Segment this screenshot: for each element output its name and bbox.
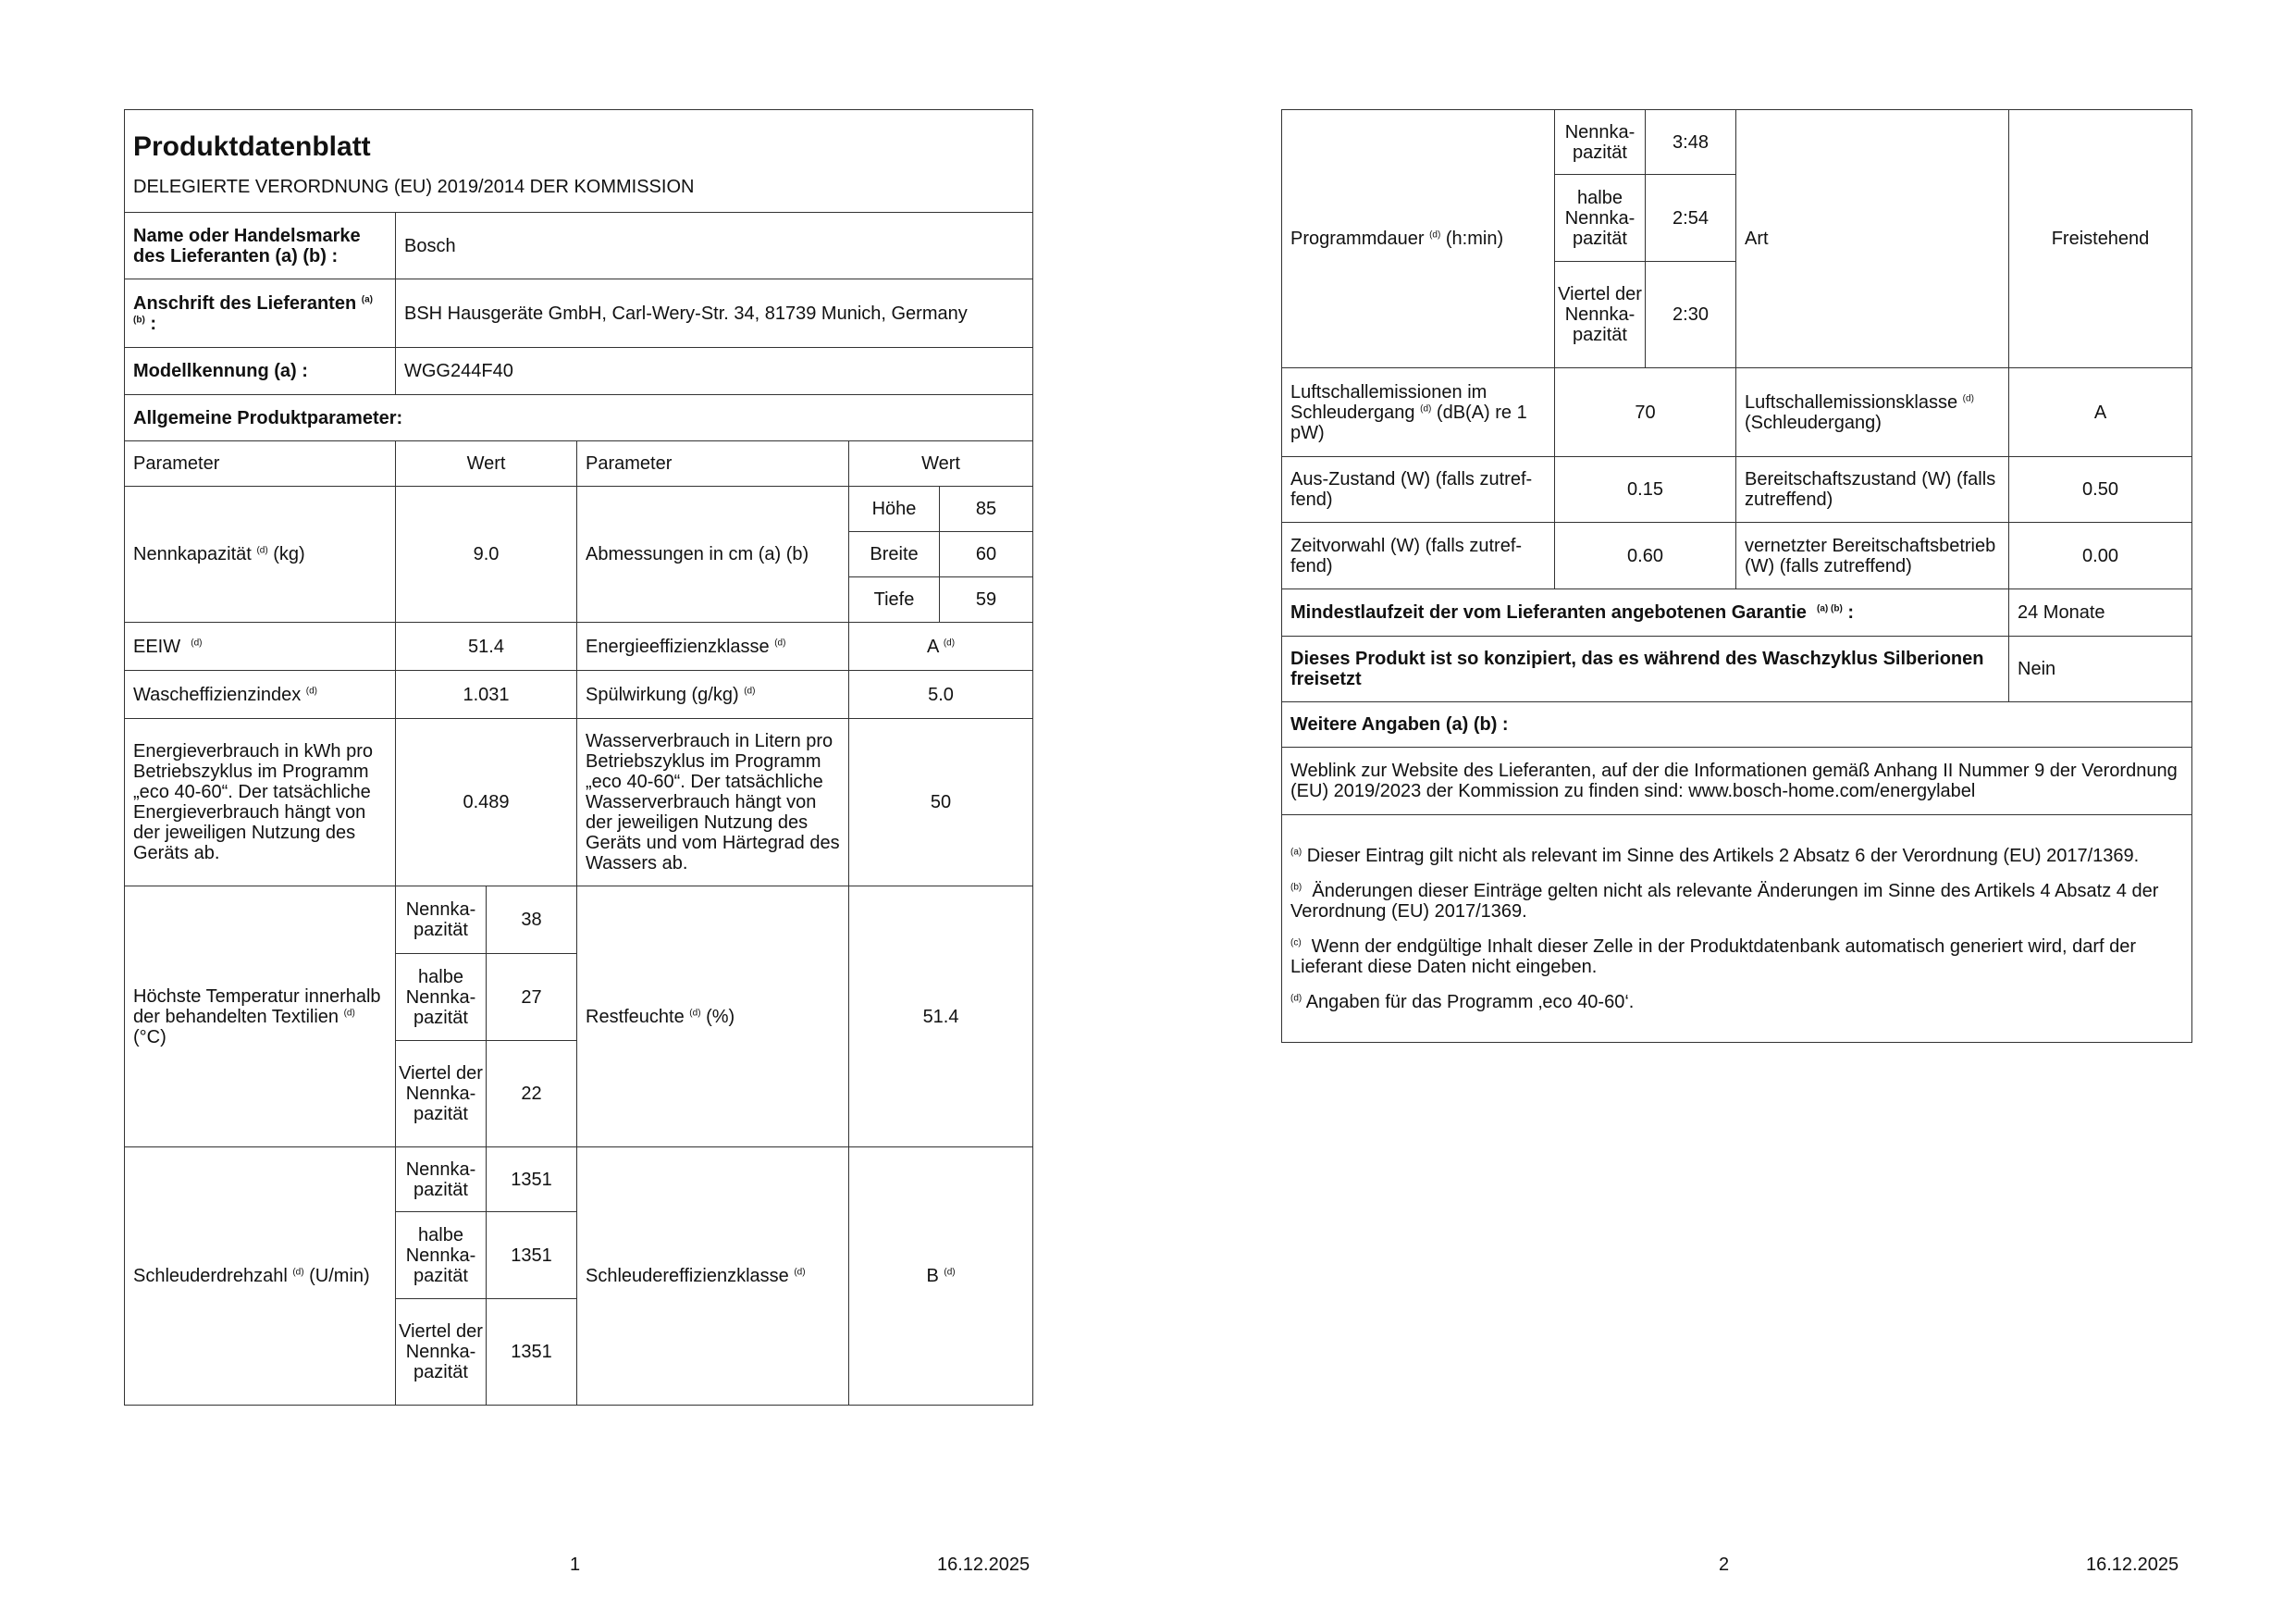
noise-class-value: A: [2009, 368, 2192, 457]
warranty-value: 24 Monate: [2009, 589, 2192, 637]
load-half-label: halbe Nennka-pazität: [396, 1212, 487, 1299]
load-full-label: Nennka-pazität: [1555, 110, 1646, 175]
eeiw-label: EEIW $^{(d)}$: [125, 623, 396, 671]
load-quarter-label: Viertel der Nennka-pazität: [1555, 262, 1646, 368]
spin-class-label: Schleudereffizienzklasse $^{(d)}$: [577, 1147, 849, 1406]
load-full-label: Nennka-pazität: [396, 886, 487, 954]
spin-quarter-value: 1351: [487, 1299, 577, 1406]
column-header-parameter: Parameter: [577, 441, 849, 487]
further-info-heading: Weitere Angaben (a) (b) :: [1282, 702, 2192, 748]
energy-consumption-value: 0.489: [396, 719, 577, 886]
duration-half-value: 2:54: [1646, 175, 1736, 262]
product-data-table-page-2: [1281, 109, 2192, 1043]
delay-start-label: Zeitvorwahl (W) (falls zutref-fend): [1282, 523, 1555, 589]
water-consumption-label: Wasserverbrauch in Litern pro Betriebszyklus im Programm „eco 40-60“. Der tatsächliche Wasserverbrauch hängt von der jeweiligen Nutzung des Geräts und vom Härtegrad des Wassers ab.: [577, 719, 849, 886]
footnote-b: $^{(b)}$ Änderungen dieser Einträge gelten nicht als relevante Änderungen im Sinne des Artikels 4 Absatz 4 der Verordnung (EU) 2017/1369.: [1290, 880, 2159, 922]
capacity-value: 9.0: [396, 487, 577, 623]
rinse-label: Spülwirkung (g/kg) $^{(d)}$: [577, 671, 849, 719]
header-cell: [125, 110, 1033, 213]
silver-ions-value: Nein: [2009, 637, 2192, 702]
load-half-label: halbe Nennka-pazität: [1555, 175, 1646, 262]
moisture-label: Restfeuchte $^{(d)}$ (%): [577, 886, 849, 1147]
width-value: 60: [940, 532, 1033, 577]
silver-ions-label: Dieses Produkt ist so konzipiert, das es während des Waschzyklus Silberionen freisetzt: [1282, 637, 2009, 702]
temperature-half-value: 27: [487, 954, 577, 1041]
standby-label: Bereitschaftszustand (W) (falls zutreffend): [1736, 457, 2009, 523]
dimensions-label: Abmessungen in cm (a) (b): [577, 487, 849, 623]
energy-class-label: Energieeffizienzklasse $^{(d)}$: [577, 623, 849, 671]
duration-full-value: 3:48: [1646, 110, 1736, 175]
capacity-label: Nennkapazität $^{(d)}$ (kg): [125, 487, 396, 623]
address-value: BSH Hausgeräte GmbH, Carl-Wery-Str. 34, 81739 Munich, Germany: [396, 279, 1033, 348]
warranty-label: Mindestlaufzeit der vom Lieferanten angebotenen Garantie $^{(a) (b)}$ :: [1282, 589, 2009, 637]
water-consumption-value: 50: [849, 719, 1033, 886]
spin-half-value: 1351: [487, 1212, 577, 1299]
weblink-text: Weblink zur Website des Lieferanten, auf der die Informationen gemäß Anhang II Nummer 9 der Verordnung (EU) 2019/2023 der Kommission zu finden sind: www.bosch-home.com/energylabel: [1282, 748, 2192, 815]
column-header-parameter: Parameter: [125, 441, 396, 487]
page-date: 16.12.2025: [937, 1555, 1031, 1575]
footnote-d: $^{(d)}$ Angaben für das Programm ‚eco 40-60‘.: [1290, 991, 1635, 1012]
footnote-a: $^{(a)}$ Dieser Eintrag gilt nicht als relevant im Sinne des Artikels 2 Absatz 6 der Verordnung (EU) 2017/1369.: [1290, 845, 2140, 866]
model-value: WGG244F40: [396, 348, 1033, 395]
temperature-full-value: 38: [487, 886, 577, 954]
column-header-value: Wert: [849, 441, 1033, 487]
load-quarter-label: Viertel der Nennka-pazität: [396, 1299, 487, 1406]
height-label: Höhe: [849, 487, 940, 532]
network-standby-value: 0.00: [2009, 523, 2192, 589]
moisture-value: 51.4: [849, 886, 1033, 1147]
rinse-value: 5.0: [849, 671, 1033, 719]
network-standby-label: vernetzter Bereitschaftsbetrieb (W) (falls zutreffend): [1736, 523, 2009, 589]
standby-value: 0.50: [2009, 457, 2192, 523]
eeiw-value: 51.4: [396, 623, 577, 671]
address-label: Anschrift des Lieferanten $^{(a)}$ $^{(b)}$ :: [125, 279, 396, 348]
footnote-c: $^{(c)}$ Wenn der endgültige Inhalt dieser Zelle in der Produktdatenbank automatisch generiert wird, darf der Lieferant diese Daten nicht eingeben.: [1290, 935, 2137, 977]
noise-value: 70: [1555, 368, 1736, 457]
depth-value: 59: [940, 577, 1033, 623]
general-parameters-heading: Allgemeine Produktparameter:: [125, 395, 1033, 441]
column-header-value: Wert: [396, 441, 577, 487]
load-full-label: Nennka-pazität: [396, 1147, 487, 1212]
footnotes-cell: [1282, 815, 2192, 1043]
temperature-label: Höchste Temperatur innerhalb der behandelten Textilien $^{(d)}$ (°C): [125, 886, 396, 1147]
height-value: 85: [940, 487, 1033, 532]
page-number: 2: [1719, 1555, 1730, 1575]
supplier-value: Bosch: [396, 213, 1033, 279]
noise-label: Luftschallemissionen im Schleudergang $^{(d)}$ (dB(A) re 1 pW): [1282, 368, 1555, 457]
spin-speed-label: Schleuderdrehzahl $^{(d)}$ (U/min): [125, 1147, 396, 1406]
type-label: Art: [1736, 110, 2009, 368]
regulation-subtitle: DELEGIERTE VERORDNUNG (EU) 2019/2014 DER KOMMISSION: [133, 177, 695, 197]
wash-index-value: 1.031: [396, 671, 577, 719]
spin-full-value: 1351: [487, 1147, 577, 1212]
supplier-label: Name oder Handelsmarke des Lieferanten (a) (b) :: [125, 213, 396, 279]
type-value: Freistehend: [2009, 110, 2192, 368]
delay-start-value: 0.60: [1555, 523, 1736, 589]
wash-index-label: Wascheffizienzindex $^{(d)}$: [125, 671, 396, 719]
spin-class-value: B $^{(d)}$: [849, 1147, 1033, 1406]
energy-class-value: A $^{(d)}$: [849, 623, 1033, 671]
load-half-label: halbe Nennka-pazität: [396, 954, 487, 1041]
width-label: Breite: [849, 532, 940, 577]
load-quarter-label: Viertel der Nennka-pazität: [396, 1041, 487, 1147]
duration-label: Programmdauer $^{(d)}$ (h:min): [1282, 110, 1555, 368]
page-date: 16.12.2025: [2086, 1555, 2179, 1575]
off-mode-value: 0.15: [1555, 457, 1736, 523]
page-number: 1: [570, 1555, 581, 1575]
product-data-table-page-1: [124, 109, 1033, 1406]
duration-quarter-value: 2:30: [1646, 262, 1736, 368]
temperature-quarter-value: 22: [487, 1041, 577, 1147]
energy-consumption-label: Energieverbrauch in kWh pro Betriebszyklus im Programm „eco 40-60“. Der tatsächliche Energieverbrauch hängt von der jeweiligen Nutzung des Geräts ab.: [125, 719, 396, 886]
model-label: Modellkennung (a) :: [125, 348, 396, 395]
depth-label: Tiefe: [849, 577, 940, 623]
off-mode-label: Aus-Zustand (W) (falls zutref-fend): [1282, 457, 1555, 523]
noise-class-label: Luftschallemissionsklasse $^{(d)}$ (Schleudergang): [1736, 368, 2009, 457]
page-title: Produktdatenblatt: [133, 131, 371, 162]
